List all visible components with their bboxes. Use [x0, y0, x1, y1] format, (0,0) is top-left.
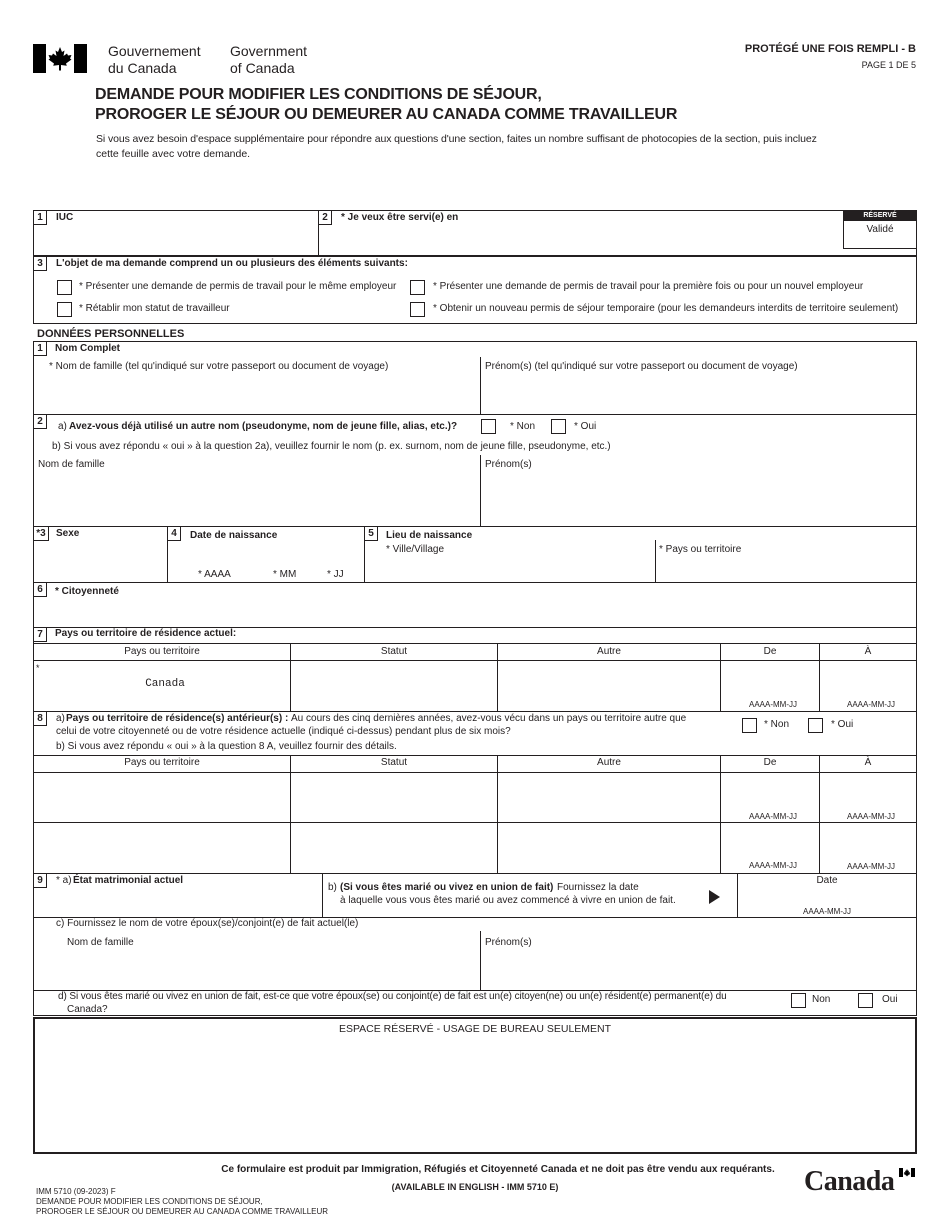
s8a-prefix: a) [56, 713, 65, 724]
canada-flag-icon [33, 44, 87, 73]
reserved-value: Validé [866, 224, 894, 235]
marriage-date-label: Date [816, 875, 838, 886]
other-name-yes-label: * Oui [574, 421, 597, 432]
current-residence-label: Pays ou territoire de résidence actuel: [55, 628, 237, 639]
s4-number: 4 [168, 527, 181, 541]
full-name-label: Nom Complet [55, 343, 120, 354]
other-family-name-label: Nom de famille [38, 459, 105, 470]
previous-residence-details: b) Si vous avez répondu « oui » à la question 8 A, veuillez fournir des détails. [56, 741, 397, 752]
gov-fr-line1: Gouvernement [108, 43, 201, 59]
checkbox-other-name-no[interactable] [481, 419, 496, 434]
residence-country-value[interactable]: Canada [145, 678, 185, 690]
option-same-employer: * Présenter une demande de permis de travail pour le même employeur [79, 281, 397, 292]
s1-number: 1 [34, 342, 47, 356]
other-given-name-input[interactable] [481, 472, 916, 525]
previous-residence-no-label: * Non [764, 719, 790, 730]
checkbox-new-employer[interactable] [410, 280, 425, 295]
checkbox-other-name-yes[interactable] [551, 419, 566, 434]
checkbox-previous-residence-yes[interactable] [808, 718, 823, 733]
footer-form-title-1: DEMANDE POUR MODIFIER LES CONDITIONS DE SÉJOUR, [36, 1197, 263, 1206]
prev-col-other-header: Autre [597, 757, 621, 768]
previous-residence-label: Pays ou territoire de résidence(s) antérieur(s) : [66, 713, 289, 724]
previous-residence-question: Au cours des cinq dernières années, avez-vous vécu dans un pays ou territoire autre que [291, 713, 687, 724]
s7-number: 7 [34, 628, 47, 642]
previous-residence-row-2[interactable] [34, 823, 290, 872]
given-name-input[interactable] [481, 374, 916, 413]
intro-text-line1: Si vous avez besoin d'espace supplémentaire pour répondre aux questions d'une section, faites un nombre suffisant de photocopies de la section, puis incluez [96, 133, 817, 145]
reserved-label: RÉSERVÉ [863, 212, 897, 219]
previous-residence-row-1[interactable] [34, 773, 290, 821]
checkbox-temporary-permit[interactable] [410, 302, 425, 317]
birth-date-label: Date de naissance [190, 530, 278, 541]
s2-number: 2 [34, 415, 47, 429]
s9a-prefix: * a) [56, 875, 72, 886]
spouse-given-name-label: Prénom(s) [485, 937, 532, 948]
application-purpose-label: L'objet de ma demande comprend un ou plusieurs des éléments suivants: [56, 258, 408, 269]
spouse-citizen-no-label: Non [812, 994, 831, 1005]
form-title-line2: PROROGER LE SÉJOUR OU DEMEURER AU CANADA COMME TRAVAILLEUR [95, 106, 678, 123]
s3-number: *3 [34, 527, 49, 541]
residence-status-select[interactable] [292, 662, 496, 709]
checkbox-restore-status[interactable] [57, 302, 72, 317]
marriage-date-condition: (Si vous êtes marié ou vivez en union de fait) [340, 882, 554, 893]
marriage-date-text: Fournissez la date [557, 882, 639, 893]
page-number: PAGE 1 DE 5 [861, 60, 916, 70]
birth-year-label: * AAAA [198, 569, 231, 580]
reserved-box [843, 210, 917, 249]
marriage-date-text-2: à laquelle vous vous êtes marié ou avez commencé à vivre en union de fait. [340, 895, 676, 906]
s8-number: 8 [34, 712, 47, 726]
sex-label: Sexe [56, 528, 80, 539]
marriage-date-input[interactable]: AAAA-MM-JJ [803, 907, 851, 916]
footer-form-code: IMM 5710 (09-2023) F [36, 1187, 116, 1196]
spouse-citizen-yes-label: Oui [882, 994, 898, 1005]
birth-country-label: * Pays ou territoire [659, 544, 742, 555]
previous-residence-yes-label: * Oui [831, 719, 854, 730]
checkbox-spouse-citizen-yes[interactable] [858, 993, 873, 1008]
other-name-no-label: * Non [510, 421, 536, 432]
birth-city-input[interactable] [366, 557, 654, 581]
intro-text-line2: cette feuille avec votre demande. [96, 148, 251, 160]
spouse-citizen-question: d) Si vous êtes marié ou vivez en union de fait, est-ce que votre époux(se) ou conjoint(e) de fait est un(e) citoyen(ne) ou un(e) résident(e) permanent(e) du [58, 991, 727, 1002]
residence-required-mark: * [36, 663, 40, 673]
family-name-label: * Nom de famille (tel qu'indiqué sur votre passeport ou document de voyage) [49, 361, 389, 372]
s6-number: 6 [34, 583, 47, 597]
birth-country-select[interactable] [657, 557, 916, 581]
footer-form-title-2: PROROGER LE SÉJOUR OU DEMEURER AU CANADA COMME TRAVAILLEUR [36, 1207, 329, 1216]
gov-fr-line2: du Canada [108, 60, 177, 76]
arrow-right-icon [709, 890, 720, 904]
checkbox-spouse-citizen-no[interactable] [791, 993, 806, 1008]
citizenship-label: * Citoyenneté [55, 586, 119, 597]
citizenship-select[interactable] [34, 599, 916, 626]
gov-en-line1: Government [230, 43, 308, 59]
office-use-label: ESPACE RÉSERVÉ - USAGE DE BUREAU SEULEMENT [338, 1023, 612, 1035]
s9b-prefix: b) [328, 882, 337, 893]
prev-col-status-header: Statut [380, 757, 408, 768]
col-status-header: Statut [380, 646, 408, 657]
birth-day-label: * JJ [327, 569, 344, 580]
col-from-header: De [763, 646, 777, 657]
given-name-label: Prénom(s) (tel qu'indiqué sur votre passeport ou document de voyage) [485, 361, 798, 372]
marital-status-select[interactable] [34, 890, 321, 916]
other-name-instructions: b) Si vous avez répondu « oui » à la question 2a), veuillez fournir le nom (p. ex. surnom, nom de jeune fille, pseudonyme, etc.) [52, 441, 611, 452]
spouse-given-name-input[interactable] [481, 950, 916, 989]
checkbox-same-employer[interactable] [57, 280, 72, 295]
birth-city-label: * Ville/Village [386, 544, 445, 555]
spouse-family-name-label: Nom de famille [67, 937, 134, 948]
iuc-label: IUC [56, 212, 74, 223]
prev-col-to-header: À [864, 757, 872, 768]
prev-row2-to-date[interactable]: AAAA-MM-JJ [847, 862, 895, 871]
residence-to-date[interactable]: AAAA-MM-JJ [847, 700, 895, 709]
option-restore-status: * Rétablir mon statut de travailleur [79, 303, 230, 314]
iuc-field[interactable] [33, 210, 319, 256]
protected-label: PROTÉGÉ UNE FOIS REMPLI - B [744, 43, 916, 55]
marital-status-label: État matrimonial actuel [73, 875, 184, 886]
prev-col-country-header: Pays ou territoire [124, 757, 200, 768]
form-title-line1: DEMANDE POUR MODIFIER LES CONDITIONS DE SÉJOUR, [95, 86, 542, 103]
personal-data-title: DONNÉES PERSONNELLES [37, 328, 185, 340]
canada-wordmark: Canada [804, 1166, 895, 1197]
service-language-field[interactable] [318, 210, 917, 256]
service-language-label: * Je veux être servi(e) en [341, 212, 459, 223]
spouse-citizen-question-2: Canada? [67, 1004, 108, 1015]
previous-residence-question-2: celui de votre citoyenneté ou de votre résidence actuelle (indiqué ci-dessus) pendant plus de six mois? [56, 726, 511, 737]
application-purpose-section [33, 256, 917, 324]
s2a-prefix: a) [58, 421, 67, 432]
option-temporary-permit: * Obtenir un nouveau permis de séjour temporaire (pour les demandeurs interdits de territoire seulement) [433, 303, 899, 314]
other-family-name-input[interactable] [34, 472, 479, 525]
spouse-name-instruction: c) Fournissez le nom de votre époux(se)/conjoint(e) de fait actuel(le) [56, 918, 359, 929]
prev-col-from-header: De [763, 757, 777, 768]
birth-date-input[interactable] [168, 544, 363, 568]
gov-en-line2: of Canada [230, 60, 295, 76]
col-country-header: Pays ou territoire [124, 646, 200, 657]
other-name-question: Avez-vous déjà utilisé un autre nom (pseudonyme, nom de jeune fille, alias, etc.)? [69, 421, 458, 432]
col-other-header: Autre [597, 646, 621, 657]
option-new-employer: * Présenter une demande de permis de travail pour la première fois ou pour un nouvel employeur [433, 281, 864, 292]
prev-row1-from-date[interactable]: AAAA-MM-JJ [749, 812, 797, 821]
footer-available-english: (AVAILABLE IN ENGLISH - IMM 5710 E) [391, 1182, 559, 1192]
q1-number: 1 [34, 211, 47, 225]
q2-number: 2 [319, 211, 332, 225]
q3-number: 3 [34, 257, 47, 271]
other-given-name-label: Prénom(s) [485, 459, 532, 470]
birth-place-label: Lieu de naissance [386, 530, 473, 541]
checkbox-previous-residence-no[interactable] [742, 718, 757, 733]
footer-produced-by: Ce formulaire est produit par Immigration, Réfugiés et Citoyenneté Canada et ne doit pas être vendu aux requérants. [221, 1164, 775, 1175]
s5-number: 5 [365, 527, 378, 541]
sex-select[interactable] [34, 542, 166, 581]
residence-other-input[interactable] [499, 662, 719, 709]
wordmark-flag-icon [899, 1168, 915, 1177]
office-use-area [33, 1017, 917, 1154]
birth-month-label: * MM [273, 569, 297, 580]
prev-row1-to-date[interactable]: AAAA-MM-JJ [847, 812, 895, 821]
residence-from-date[interactable]: AAAA-MM-JJ [749, 700, 797, 709]
s9-number: 9 [34, 874, 47, 888]
col-to-header: À [864, 646, 872, 657]
spouse-family-name-input[interactable] [34, 950, 479, 989]
family-name-input[interactable] [34, 374, 479, 413]
prev-row2-from-date[interactable]: AAAA-MM-JJ [749, 861, 797, 870]
